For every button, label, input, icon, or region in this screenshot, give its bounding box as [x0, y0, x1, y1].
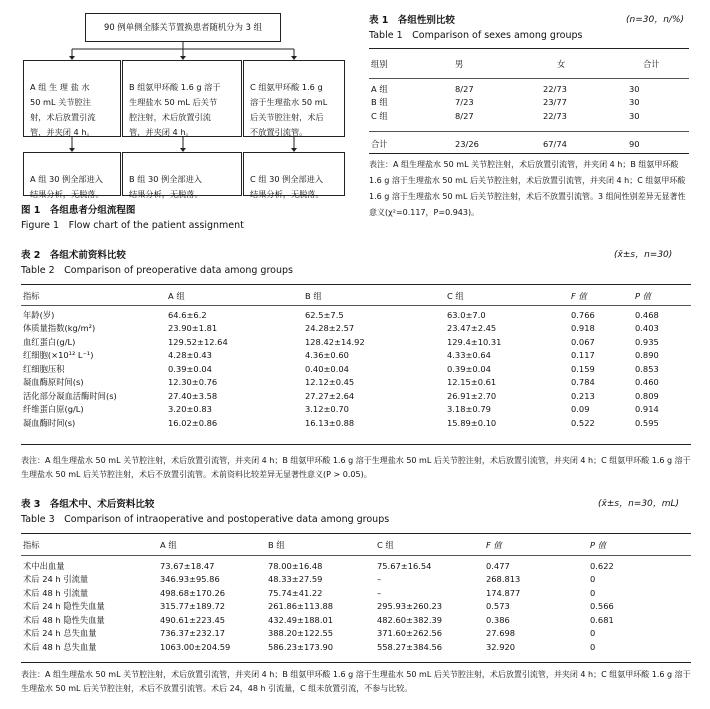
table2-cell: 12.15±0.61 [447, 377, 497, 388]
table1-cell: 合计 [371, 138, 388, 149]
table3-cell: 48.33±27.59 [268, 574, 323, 585]
table2-cell: 0.853 [635, 363, 659, 374]
table2-title-cn: 表 2 各组术前资料比较 [21, 250, 126, 261]
table2-cell: 27.27±2.64 [305, 390, 355, 401]
table2-cell: 4.33±0.64 [447, 350, 491, 361]
table2-cell: 23.47±2.45 [447, 323, 497, 334]
table3-cell: 术后 48 h 隐性失血量 [23, 614, 105, 625]
table1 [369, 56, 705, 72]
table2-cell: 0.117 [571, 350, 595, 361]
flowchart-group-a-text: A 组 生 理 盐 水 50 mL 关节腔注 射，术后放置引流 管，并夹闭 4 h。 [30, 82, 96, 137]
table2-cell: 0.09 [571, 404, 590, 415]
table2-cell: 16.02±0.86 [168, 417, 218, 428]
table-row [21, 308, 697, 322]
table3-cell: 0.386 [486, 614, 510, 625]
flowchart-group-b-box [122, 60, 242, 137]
table3-cell: 术后 48 h 引流量 [23, 587, 89, 598]
table1-cell: 23/26 [455, 138, 479, 149]
table-row [21, 362, 697, 376]
table2-cell: 0.067 [571, 336, 595, 347]
table3-cell: 558.27±384.56 [377, 641, 443, 652]
flowchart-result-c-text: C 组 30 例全部进入 结果分析，无脱落。 [250, 174, 324, 199]
table2-note: 表注：A 组生理盐水 50 mL 关节腔注射，术后放置引流管，并夹闭 4 h；B 组氨甲环酸 1.6 g 溶于生理盐水 50 mL 后关节腔注射，术后放置引流管，并夹闭 4 h；C 组氨甲环酸 1.6 g 溶于生理盐水 50 mL 后关节腔注射，术后不放置引流管。术前资料比较差异无显著性意义(P > 0.05)。 [21, 456, 691, 479]
table-row [21, 640, 672, 654]
table1-cell: 8/27 [455, 110, 474, 121]
table2-cell: 0.159 [571, 363, 595, 374]
table2-cell: 4.28±0.43 [168, 350, 212, 361]
table1-header-row [369, 56, 705, 72]
table3-cell: 0.566 [590, 601, 614, 612]
table2-cell: 凝血酶时间(s) [23, 417, 76, 428]
table-row [21, 335, 697, 349]
table2-cell: 63.0±7.0 [447, 309, 486, 320]
table2-cell: 0.766 [571, 309, 595, 320]
table3-cell: 315.77±189.72 [160, 601, 226, 612]
table3-title-cn: 表 3 各组术中、术后资料比较 [21, 499, 155, 510]
table2-cell: 27.40±3.58 [168, 390, 218, 401]
table2-cell: 0.595 [635, 417, 659, 428]
table2-cell: 129.52±12.64 [168, 336, 228, 347]
table3-cell: 261.86±113.88 [268, 601, 334, 612]
table3-cell: 371.60±262.56 [377, 628, 443, 639]
table3-header-cell: F 值 [486, 539, 502, 550]
table-row [369, 137, 691, 151]
table2-cell: 0.918 [571, 323, 595, 334]
table1-header-cell: 组别 [371, 58, 388, 69]
table2-cell: 128.42±14.92 [305, 336, 365, 347]
table2-cell: 0.39±0.04 [168, 363, 212, 374]
table3-header [21, 537, 672, 553]
table3-cell: 0.573 [486, 601, 510, 612]
table3-cell: 术后 48 h 总失血量 [23, 641, 97, 652]
flowchart-group-b-text: B 组氨甲环酸 1.6 g 溶于 生理盐水 50 mL 后关节 腔注射，术后放置引流 管，并夹闭 4 h。 [129, 82, 221, 137]
table-row [21, 586, 672, 600]
flowchart-result-c-box [243, 152, 345, 199]
table3-cell: 482.60±382.39 [377, 614, 443, 625]
table3-cell: 75.74±41.22 [268, 587, 323, 598]
table2-cell: 12.30±0.76 [168, 377, 218, 388]
table3-cell: 736.37±232.17 [160, 628, 226, 639]
table3-header-cell: 指标 [23, 539, 40, 550]
table2-cell: 0.213 [571, 390, 595, 401]
table3-cell: 388.20±122.55 [268, 628, 334, 639]
table-row [369, 96, 691, 110]
table2-cell: 23.90±1.81 [168, 323, 218, 334]
table3-cell: 0 [590, 587, 596, 598]
table1-note: 表注：A 组生理盐水 50 mL 关节腔注射，术后放置引流管，并夹闭 4 h；B 组氨甲环酸 1.6 g 溶于生理盐水 50 mL 后关节腔注射，术后放置引流管，并夹闭 4 h；C 组氨甲环酸 1.6 g 溶于生理盐水 50 mL 后关节腔注射，术后不放置引流管。3 组间性别差异无显著性意义(χ²=0.117，P=0.943)。 [369, 160, 686, 217]
table3-cell: 术后 24 h 总失血量 [23, 628, 97, 639]
table2-cell: 0.39±0.04 [447, 363, 491, 374]
table2-cell: 26.91±2.70 [447, 390, 497, 401]
table1-cell: 22/73 [543, 83, 567, 94]
table2-header-cell: F 值 [571, 290, 587, 301]
table2-header-rule [21, 305, 691, 306]
table-row [21, 573, 672, 587]
table2-cell: 62.5±7.5 [305, 309, 344, 320]
table2-cell: 0.522 [571, 417, 595, 428]
table3-header-cell: C 组 [377, 539, 394, 550]
table3-header-row [21, 537, 672, 553]
table2-cell: 红细胞压积 [23, 363, 65, 374]
table2-cell: 3.20±0.83 [168, 404, 212, 415]
table1-body [369, 82, 691, 123]
table-row [21, 349, 697, 363]
flowchart-group-a-box [23, 60, 121, 137]
table1-cell: B 组 [371, 97, 388, 108]
flowchart-result-b-text: B 组 30 例全部进入 结果分析，无脱落。 [129, 174, 203, 199]
table2-cell: 凝血酶原时间(s) [23, 377, 84, 388]
table2-cell: 年龄(岁) [23, 309, 55, 320]
table3-cell: 174.877 [486, 587, 521, 598]
table1-header-rule [369, 78, 689, 79]
table2-header [21, 288, 697, 304]
table-row [21, 322, 697, 336]
table2-body [21, 308, 697, 430]
table3-unit: (x̄±s，n=30，mL) [598, 499, 680, 509]
table2-header-cell: A 组 [168, 290, 185, 301]
table1-cell: 7/23 [455, 97, 474, 108]
table2-header-cell: 指标 [23, 290, 40, 301]
table1-header-cell: 合计 [643, 58, 660, 69]
table3-top-rule [21, 533, 691, 534]
table1-cell: 30 [629, 97, 640, 108]
table2-cell: 血红蛋白(g/L) [23, 336, 76, 347]
table2-cell: 16.13±0.88 [305, 417, 355, 428]
table3-cell: 346.93±95.86 [160, 574, 220, 585]
table3-cell: 432.49±188.01 [268, 614, 334, 625]
table3-cell: 0.622 [590, 560, 614, 571]
table3-cell: 0 [590, 641, 596, 652]
table2-cell: 纤维蛋白原(g/L) [23, 404, 84, 415]
flowchart-result-b-box [122, 152, 242, 199]
table1-bottom-rule [369, 153, 689, 154]
table3-header-cell: A 组 [160, 539, 177, 550]
table1-cell: 8/27 [455, 83, 474, 94]
table3-cell: 0 [590, 574, 596, 585]
table3-cell: 术后 24 h 引流量 [23, 574, 89, 585]
table1-total [369, 137, 691, 151]
table-row [369, 82, 691, 96]
table2-cell: 红细胞(×10¹² L⁻¹) [23, 350, 94, 361]
table3-body [21, 559, 672, 654]
figure1-caption-en: Figure 1 Flow chart of the patient assignment [21, 220, 244, 231]
flowchart-top-box [85, 13, 281, 42]
table-row [21, 389, 697, 403]
table2-cell: 129.4±10.31 [447, 336, 502, 347]
table3-cell: 术后 24 h 隐性失血量 [23, 601, 105, 612]
table1-cell: 30 [629, 110, 640, 121]
table3-title-en: Table 3 Comparison of intraoperative and postoperative data among groups [21, 514, 390, 525]
table2-cell: 0.935 [635, 336, 659, 347]
table2-header-row [21, 288, 697, 304]
table2-cell: 0.460 [635, 377, 659, 388]
table2-cell: 15.89±0.10 [447, 417, 497, 428]
table2-cell: 0.809 [635, 390, 659, 401]
table-row [369, 109, 691, 123]
figure1-caption-cn: 图 1 各组患者分组流程图 [21, 205, 136, 216]
table3-cell: 0 [590, 628, 596, 639]
table1-title-en: Table 1 Comparison of sexes among groups [369, 30, 583, 41]
table3-header-cell: P 值 [590, 539, 606, 550]
table1-cell: 90 [629, 138, 640, 149]
table2-cell: 4.36±0.60 [305, 350, 349, 361]
table-row [21, 376, 697, 390]
table1-cell: 67/74 [543, 138, 567, 149]
table2-cell: 3.18±0.79 [447, 404, 491, 415]
table2-cell: 0.40±0.04 [305, 363, 349, 374]
table3-cell: 0.681 [590, 614, 614, 625]
table3-cell: 27.698 [486, 628, 516, 639]
table3-header-cell: B 组 [268, 539, 285, 550]
table1-unit: (n=30，n/%) [626, 15, 685, 25]
table-row [21, 416, 697, 430]
table1-cell: 22/73 [543, 110, 567, 121]
table2-header-cell: B 组 [305, 290, 322, 301]
table2-cell: 24.28±2.57 [305, 323, 355, 334]
table-row [21, 559, 672, 573]
table2-unit: (x̄±s，n=30) [614, 250, 673, 260]
table2-cell: 0.403 [635, 323, 659, 334]
table3-cell: 498.68±170.26 [160, 587, 226, 598]
table1-header-cell: 男 [455, 58, 464, 69]
table3-note: 表注：A 组生理盐水 50 mL 关节腔注射，术后放置引流管，并夹闭 4 h；B 组氨甲环酸 1.6 g 溶于生理盐水 50 mL 后关节腔注射，术后放置引流管，并夹闭 4 h；C 组氨甲环酸 1.6 g 溶于生理盐水 50 mL 后关节腔注射，术后不放置引流管。术后 24，48 h 引流量，C 组未放置引流，不参与比较。 [21, 670, 691, 693]
table-row [21, 600, 672, 614]
table3-cell: – [377, 587, 382, 598]
table2-cell: 0.890 [635, 350, 659, 361]
table2-title-en: Table 2 Comparison of preoperative data among groups [21, 265, 293, 276]
table1-cell: C 组 [371, 110, 388, 121]
table2-cell: 64.6±6.2 [168, 309, 207, 320]
table3-cell: 1063.00±204.59 [160, 641, 231, 652]
table3-cell: 295.93±260.23 [377, 601, 443, 612]
table3-cell: 73.67±18.47 [160, 560, 215, 571]
table3-cell: 75.67±16.54 [377, 560, 432, 571]
table2-cell: 0.784 [571, 377, 595, 388]
flowchart-result-a-box [23, 152, 121, 199]
table3-header-rule [21, 555, 691, 556]
table2-cell: 3.12±0.70 [305, 404, 349, 415]
table2-cell: 活化部分凝血活酶时间(s) [23, 390, 117, 401]
flowchart-group-c-text: C 组氨甲环酸 1.6 g 溶于生理盐水 50 mL 后关节腔注射，术后 不放置引流管。 [250, 82, 328, 137]
table1-top-rule [369, 48, 689, 49]
table3-cell: – [377, 574, 382, 585]
table2-cell: 0.468 [635, 309, 659, 320]
table1-cell: 30 [629, 83, 640, 94]
table-row [21, 627, 672, 641]
table2-top-rule [21, 284, 691, 285]
table2-cell: 0.914 [635, 404, 659, 415]
table2-header-cell: P 值 [635, 290, 651, 301]
table1-title-cn: 表 1 各组性别比较 [369, 15, 455, 26]
table3-cell: 术中出血量 [23, 560, 65, 571]
table3-cell: 78.00±16.48 [268, 560, 323, 571]
table2-cell: 12.12±0.45 [305, 377, 355, 388]
table1-cell: A 组 [371, 83, 388, 94]
table1-total-rule [369, 131, 689, 132]
table-row [21, 613, 672, 627]
table2-cell: 体质量指数(kg/m²) [23, 323, 96, 334]
table3-cell: 32.920 [486, 641, 516, 652]
table1-header-cell: 女 [557, 58, 566, 69]
flowchart-top-text: 90 例单侧全膝关节置换患者随机分为 3 组 [104, 22, 262, 32]
table-row [21, 403, 697, 417]
table3-cell: 268.813 [486, 574, 521, 585]
table3-cell: 586.23±173.90 [268, 641, 334, 652]
flowchart-result-a-text: A 组 30 例全部进入 结果分析，无脱落。 [30, 174, 104, 199]
flowchart-group-c-box [243, 60, 345, 137]
table2-bottom-rule [21, 444, 691, 445]
table3-cell: 0.477 [486, 560, 510, 571]
table3-cell: 490.61±223.45 [160, 614, 226, 625]
table3-bottom-rule [21, 662, 691, 663]
table2-header-cell: C 组 [447, 290, 464, 301]
table1-cell: 23/77 [543, 97, 567, 108]
